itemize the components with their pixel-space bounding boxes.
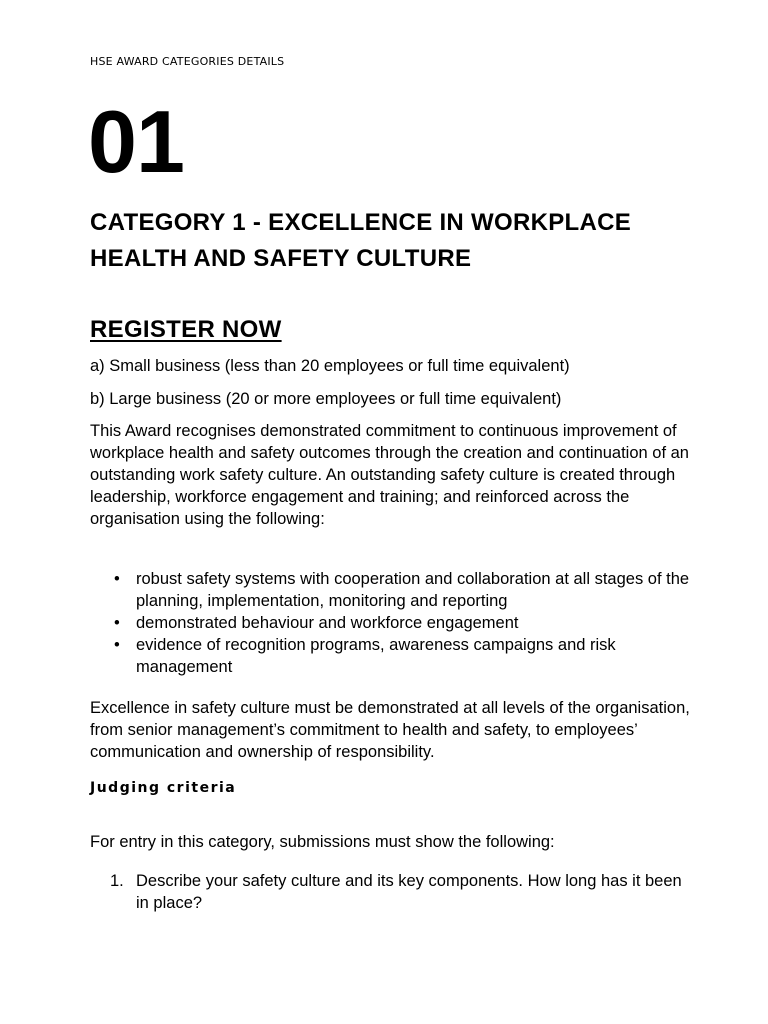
judging-intro: For entry in this category, submissions must show the following: [90,833,555,851]
category-title: CATEGORY 1 - EXCELLENCE IN WORKPLACE HEALTH AND SAFETY CULTURE [90,209,632,272]
excellence-paragraph: Excellence in safety culture must be demonstrated at all levels of the organisation, from senior management’s commitment to health and safety, to employees’ communication and ownership of responsibility. [90,699,690,761]
bullet-icon: • [114,570,120,588]
list-item-text: demonstrated behaviour and workforce engagement [136,614,519,632]
list-item-text: evidence of recognition programs, awareness campaigns and risk management [136,636,616,676]
bullet-icon: • [114,614,120,632]
list-item [90,634,690,678]
intro-paragraph: This Award recognises demonstrated commitment to continuous improvement of workplace health and safety outcomes through the creation and continuation of an outstanding work safety culture. An outstanding safety culture is created through leadership, workforce engagement and training; and reinforced across the organisation using the following: [90,422,689,528]
criteria-list [90,870,690,914]
list-item [90,568,690,612]
small-business-text: a) Small business (less than 20 employees or full time equivalent) [90,357,570,375]
list-item [90,612,690,634]
criteria-item [90,870,690,914]
document-header-label: HSE AWARD CATEGORIES DETAILS [90,55,285,68]
criteria-text: Describe your safety culture and its key components. How long has it been in place? [136,872,682,912]
bullet-icon: • [114,636,120,654]
bullet-list [90,568,690,678]
list-item-text: robust safety systems with cooperation and collaboration at all stages of the planning, implementation, monitoring and reporting [136,570,690,610]
register-now-link[interactable]: REGISTER NOW [90,316,282,343]
judging-criteria-heading: Judging criteria [90,780,237,796]
large-business-text: b) Large business (20 or more employees or full time equivalent) [90,390,562,408]
category-number: 01 [88,92,184,191]
criteria-number: 1. [110,872,124,890]
